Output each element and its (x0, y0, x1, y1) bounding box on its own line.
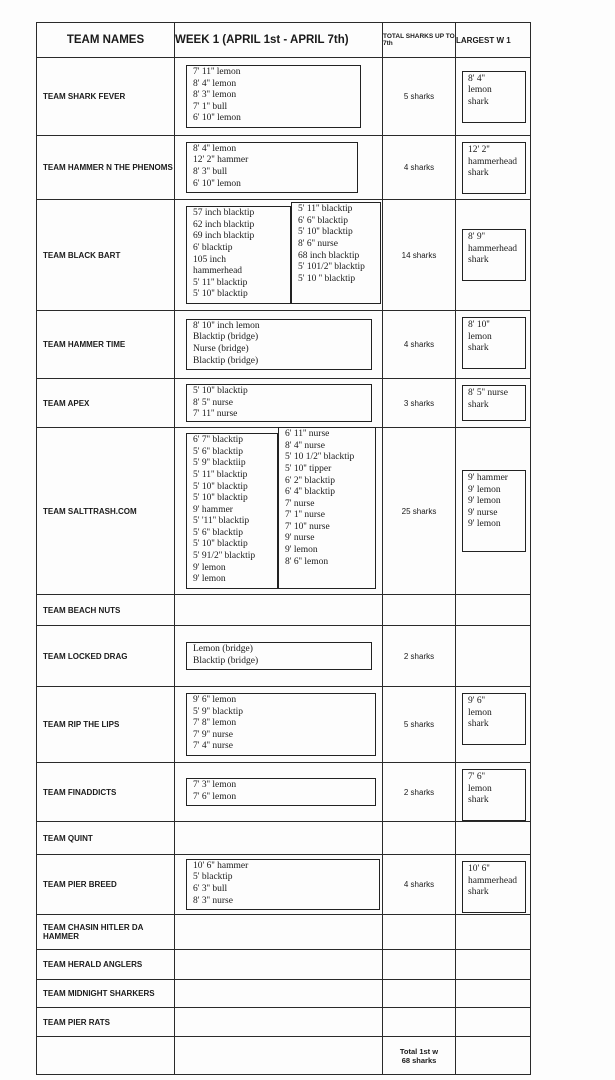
largest-shark-line: 10' 6'' (468, 864, 490, 874)
catch-columns (186, 206, 382, 304)
largest-shark-box (462, 229, 526, 281)
total-sharks: 5 sharks (383, 687, 456, 763)
catch-list-box (186, 859, 380, 910)
team-name: TEAM BLACK BART (37, 200, 175, 311)
catch-entry: 7' nurse (285, 498, 315, 509)
week1-catches-cell (175, 980, 383, 1008)
largest-shark-cell (456, 200, 531, 311)
team-name: TEAM QUINT (37, 822, 175, 855)
catch-entry: 57 inch blacktip (193, 208, 255, 219)
week1-catches-cell (175, 136, 383, 200)
team-row (37, 136, 531, 200)
largest-shark-line: 12' 2'' (468, 145, 490, 155)
largest-shark-line: hammerhead (468, 875, 518, 886)
week1-catches-cell (175, 950, 383, 980)
catch-entry: 7' 11'' nurse (193, 409, 238, 420)
total-sharks (383, 950, 456, 980)
team-row (37, 980, 531, 1008)
largest-shark-line: shark (468, 795, 489, 806)
catch-entry: 5' 10 1/2'' blacktip (285, 452, 355, 463)
total-sharks: 2 sharks (383, 626, 456, 687)
catch-entry: 105 inch (193, 254, 226, 265)
catch-list-box (278, 427, 376, 589)
catch-entry: Lemon (bridge) (193, 643, 253, 654)
largest-shark-line: 9' lemon (468, 484, 501, 495)
catch-entry: 9' 6'' lemon (193, 695, 237, 706)
largest-shark-line: 8' 10'' (468, 320, 490, 330)
total-sharks: 4 sharks (383, 311, 456, 379)
header-total: TOTAL SHARKS UP TO 7th (383, 23, 456, 58)
team-row (37, 763, 531, 822)
total-sharks (383, 822, 456, 855)
largest-shark-line: shark (468, 255, 489, 266)
catch-entry: 7' 3'' lemon (193, 779, 237, 790)
total-sharks: 2 sharks (383, 763, 456, 822)
week1-catches-cell (175, 1008, 383, 1037)
team-row (37, 687, 531, 763)
largest-shark-cell (456, 136, 531, 200)
catch-entry: 9' nurse (285, 533, 315, 544)
catch-entry: Blacktip (bridge) (193, 655, 259, 666)
team-name: TEAM PIER RATS (37, 1008, 175, 1037)
largest-shark-cell (456, 428, 531, 595)
team-row (37, 311, 531, 379)
largest-shark-box (462, 861, 526, 913)
catch-list-box (186, 142, 358, 193)
catch-entry: Blacktip (bridge) (193, 355, 259, 366)
total-sharks: 14 sharks (383, 200, 456, 311)
catch-entry: 9' lemon (285, 545, 318, 556)
catch-entry: hammerhead (193, 266, 243, 277)
team-row (37, 200, 531, 311)
largest-shark-box (462, 470, 526, 552)
total-sharks (383, 915, 456, 950)
catch-entry: 8' 4'' lemon (193, 78, 237, 89)
largest-shark-line: shark (468, 168, 489, 179)
catch-entry: 5' 101/2'' blacktip (298, 262, 365, 273)
largest-shark-cell (456, 311, 531, 379)
empty-cell (456, 1037, 531, 1075)
catch-entry: 6' 4'' blacktip (285, 487, 335, 498)
grand-total-value: 68 sharks (401, 1055, 437, 1065)
catch-list-box (186, 206, 291, 304)
largest-shark-cell (456, 822, 531, 855)
largest-shark-cell (456, 980, 531, 1008)
catch-entry: 5' 10'' blacktip (193, 481, 248, 492)
catch-entry: 5' 10'' blacktip (193, 289, 248, 300)
header-largest: LARGEST W 1 (456, 23, 531, 58)
team-row (37, 1008, 531, 1037)
catch-entry: 7' 4'' nurse (193, 741, 233, 752)
largest-shark-line: 9' 6'' (468, 696, 486, 706)
grand-total-row (37, 1037, 531, 1075)
team-row (37, 822, 531, 855)
catch-entry: 6' 2'' blacktip (285, 475, 335, 486)
team-row (37, 379, 531, 428)
week1-catches-cell (175, 855, 383, 915)
largest-shark-box (462, 769, 526, 821)
catch-entry: 7' 8'' lemon (193, 718, 237, 729)
catch-entry: 8' 3'' bull (193, 167, 228, 177)
team-name: TEAM BEACH NUTS (37, 595, 175, 626)
largest-shark-line: hammerhead (468, 156, 518, 167)
largest-shark-line: hammerhead (468, 243, 518, 254)
team-row (37, 428, 531, 595)
team-row (37, 950, 531, 980)
catch-list-box (186, 642, 372, 670)
team-row (37, 58, 531, 136)
largest-shark-box (462, 693, 526, 745)
team-name: TEAM FINADDICTS (37, 763, 175, 822)
week1-catches-cell (175, 58, 383, 136)
largest-shark-cell (456, 595, 531, 626)
team-row (37, 626, 531, 687)
header-row (37, 23, 531, 58)
catch-entry: 5' 10'' tipper (285, 463, 332, 474)
total-sharks (383, 980, 456, 1008)
catch-entry: 6' 10'' lemon (193, 178, 241, 189)
largest-shark-line: shark (468, 719, 489, 730)
week1-catches-cell (175, 311, 383, 379)
total-sharks: 4 sharks (383, 136, 456, 200)
total-sharks: 4 sharks (383, 855, 456, 915)
largest-shark-cell (456, 763, 531, 822)
catch-entry: 5' 10'' blacktip (193, 386, 248, 396)
week1-catches-cell (175, 200, 383, 311)
catch-entry: 6' blacktip (193, 242, 233, 253)
largest-shark-line: lemon (468, 783, 492, 794)
catch-entry: 5' 10 '' blacktip (298, 273, 356, 284)
total-sharks (383, 1008, 456, 1037)
catch-entry: 6' 11'' nurse (285, 429, 330, 440)
team-rows (37, 58, 531, 1075)
week1-catches-cell (175, 822, 383, 855)
largest-shark-cell (456, 379, 531, 428)
team-name: TEAM RIP THE LIPS (37, 687, 175, 763)
catch-entry: 8' 3'' nurse (193, 895, 233, 906)
catch-entry: 7' 1'' bull (193, 101, 228, 112)
catch-entry: 8' 3'' lemon (193, 90, 237, 101)
largest-shark-line: 8' 4'' (468, 73, 486, 84)
catch-entry: 5' blacktip (193, 872, 233, 883)
week1-catches-cell (175, 687, 383, 763)
catch-entry: 7' 1'' nurse (285, 510, 325, 521)
largest-shark-cell (456, 915, 531, 950)
largest-shark-cell (456, 58, 531, 136)
largest-shark-line: lemon (468, 85, 492, 96)
largest-shark-line: shark (468, 399, 489, 410)
largest-shark-line: lemon (468, 331, 492, 342)
catch-entry: 8' 5'' nurse (193, 397, 233, 408)
catch-entry: 7' 10'' nurse (285, 521, 330, 532)
catch-entry: 5' 6'' blacktip (193, 527, 243, 538)
largest-shark-line: 9' lemon (468, 496, 501, 507)
catch-entry: 5' 10'' blacktip (193, 493, 248, 504)
catch-entry: 12' 2'' hammer (193, 155, 249, 166)
week1-catches-cell (175, 626, 383, 687)
catch-list-box (186, 384, 372, 422)
largest-shark-line: 8' 9'' (468, 232, 486, 242)
catch-entry: 9' hammer (193, 504, 233, 515)
largest-shark-box (462, 385, 526, 421)
catch-entry: 7' 9'' nurse (193, 729, 233, 740)
catch-list-box (186, 433, 278, 589)
catch-list-box (186, 778, 376, 806)
catch-columns (186, 429, 382, 589)
largest-shark-line: 9' nurse (468, 507, 498, 518)
team-name: TEAM HAMMER N THE PHENOMS (37, 136, 175, 200)
team-name: TEAM LOCKED DRAG (37, 626, 175, 687)
team-name: TEAM APEX (37, 379, 175, 428)
catch-entry: 10' 6'' hammer (193, 860, 249, 871)
team-name: TEAM PIER BREED (37, 855, 175, 915)
week1-catches-cell (175, 915, 383, 950)
empty-cell (175, 1037, 383, 1075)
grand-total (383, 1037, 456, 1075)
largest-shark-cell (456, 950, 531, 980)
header-team-names: TEAM NAMES (37, 23, 175, 58)
largest-shark-line: 7' 6'' (468, 772, 486, 782)
largest-shark-cell (456, 855, 531, 915)
catch-entry: 6' 6'' blacktip (298, 215, 348, 226)
catch-entry: Blacktip (bridge) (193, 332, 259, 343)
catch-entry: 6' 10'' lemon (193, 113, 241, 124)
team-row (37, 915, 531, 950)
largest-shark-cell (456, 626, 531, 687)
catch-entry: 9' lemon (193, 574, 226, 585)
largest-shark-line: lemon (468, 707, 492, 718)
total-sharks: 5 sharks (383, 58, 456, 136)
catch-list-box (186, 65, 361, 128)
team-name: TEAM SHARK FEVER (37, 58, 175, 136)
catch-entry: 6' 3'' bull (193, 884, 228, 894)
catch-entry: 8' 10'' inch lemon (193, 320, 260, 331)
team-name: TEAM HAMMER TIME (37, 311, 175, 379)
catch-list-box (186, 319, 372, 370)
catch-entry: 5' 9'' blacktiip (193, 458, 246, 469)
team-row (37, 855, 531, 915)
total-sharks: 3 sharks (383, 379, 456, 428)
catch-entry: 5' 11'' blacktip (193, 469, 248, 480)
empty-cell (37, 1037, 175, 1075)
largest-shark-line: shark (468, 96, 489, 107)
total-sharks (383, 595, 456, 626)
week1-catches-cell (175, 595, 383, 626)
catch-entry: 9' lemon (193, 562, 226, 573)
team-name: TEAM MIDNIGHT SHARKERS (37, 980, 175, 1008)
catch-entry: 6' 7'' blacktip (193, 435, 243, 446)
catch-entry: 5' 91/2'' blacktip (193, 551, 256, 562)
catch-entry: 8' 4'' lemon (193, 143, 237, 154)
catch-entry: 5' 11'' blacktip (193, 277, 248, 288)
grand-total-label: Total 1st w (399, 1046, 439, 1056)
catch-entry: 8' 4'' nurse (285, 440, 325, 451)
catch-entry: 7' 6'' lemon (193, 791, 237, 802)
catch-list-box (291, 202, 381, 304)
week1-catches-cell (175, 379, 383, 428)
catch-entry: 5' 11'' blacktip (298, 204, 353, 215)
catch-entry: 8' 6'' nurse (298, 238, 338, 249)
largest-shark-line: 9' lemon (468, 519, 501, 530)
total-sharks: 25 sharks (383, 428, 456, 595)
catch-entry: 5' 6'' blacktip (193, 446, 243, 457)
header-week: WEEK 1 (APRIL 1st - APRIL 7th) (175, 23, 383, 58)
week1-catches-cell (175, 763, 383, 822)
team-row (37, 595, 531, 626)
largest-shark-line: 9' hammer (468, 473, 508, 483)
catch-list-box (186, 693, 376, 756)
largest-shark-box (462, 317, 526, 369)
team-name: TEAM HERALD ANGLERS (37, 950, 175, 980)
team-name: TEAM CHASIN HITLER DA HAMMER (37, 915, 175, 950)
largest-shark-cell (456, 687, 531, 763)
catch-entry: 8' 6'' lemon (285, 556, 329, 567)
largest-shark-cell (456, 1008, 531, 1037)
largest-shark-box (462, 71, 526, 123)
catch-entry: 5' '11'' blacktip (193, 516, 250, 527)
week1-catches-cell (175, 428, 383, 595)
catch-entry: 5' 9'' blacktip (193, 706, 243, 717)
catch-entry: 5' 10'' blacktip (193, 539, 248, 550)
catch-entry: Nurse (bridge) (193, 344, 249, 354)
catch-entry: 62 inch blacktip (193, 219, 255, 230)
team-name: TEAM SALTTRASH.COM (37, 428, 175, 595)
catch-entry: 5' 10'' blacktip (298, 227, 353, 238)
largest-shark-box (462, 142, 526, 194)
largest-shark-line: shark (468, 887, 489, 898)
catch-entry: 69 inch blacktip (193, 231, 255, 242)
shark-tournament-table (36, 22, 531, 1075)
catch-entry: 7' 11'' lemon (193, 67, 241, 78)
catch-entry: 68 inch blacktip (298, 250, 360, 261)
largest-shark-line: 8' 5'' nurse (468, 388, 508, 398)
largest-shark-line: shark (468, 343, 489, 354)
